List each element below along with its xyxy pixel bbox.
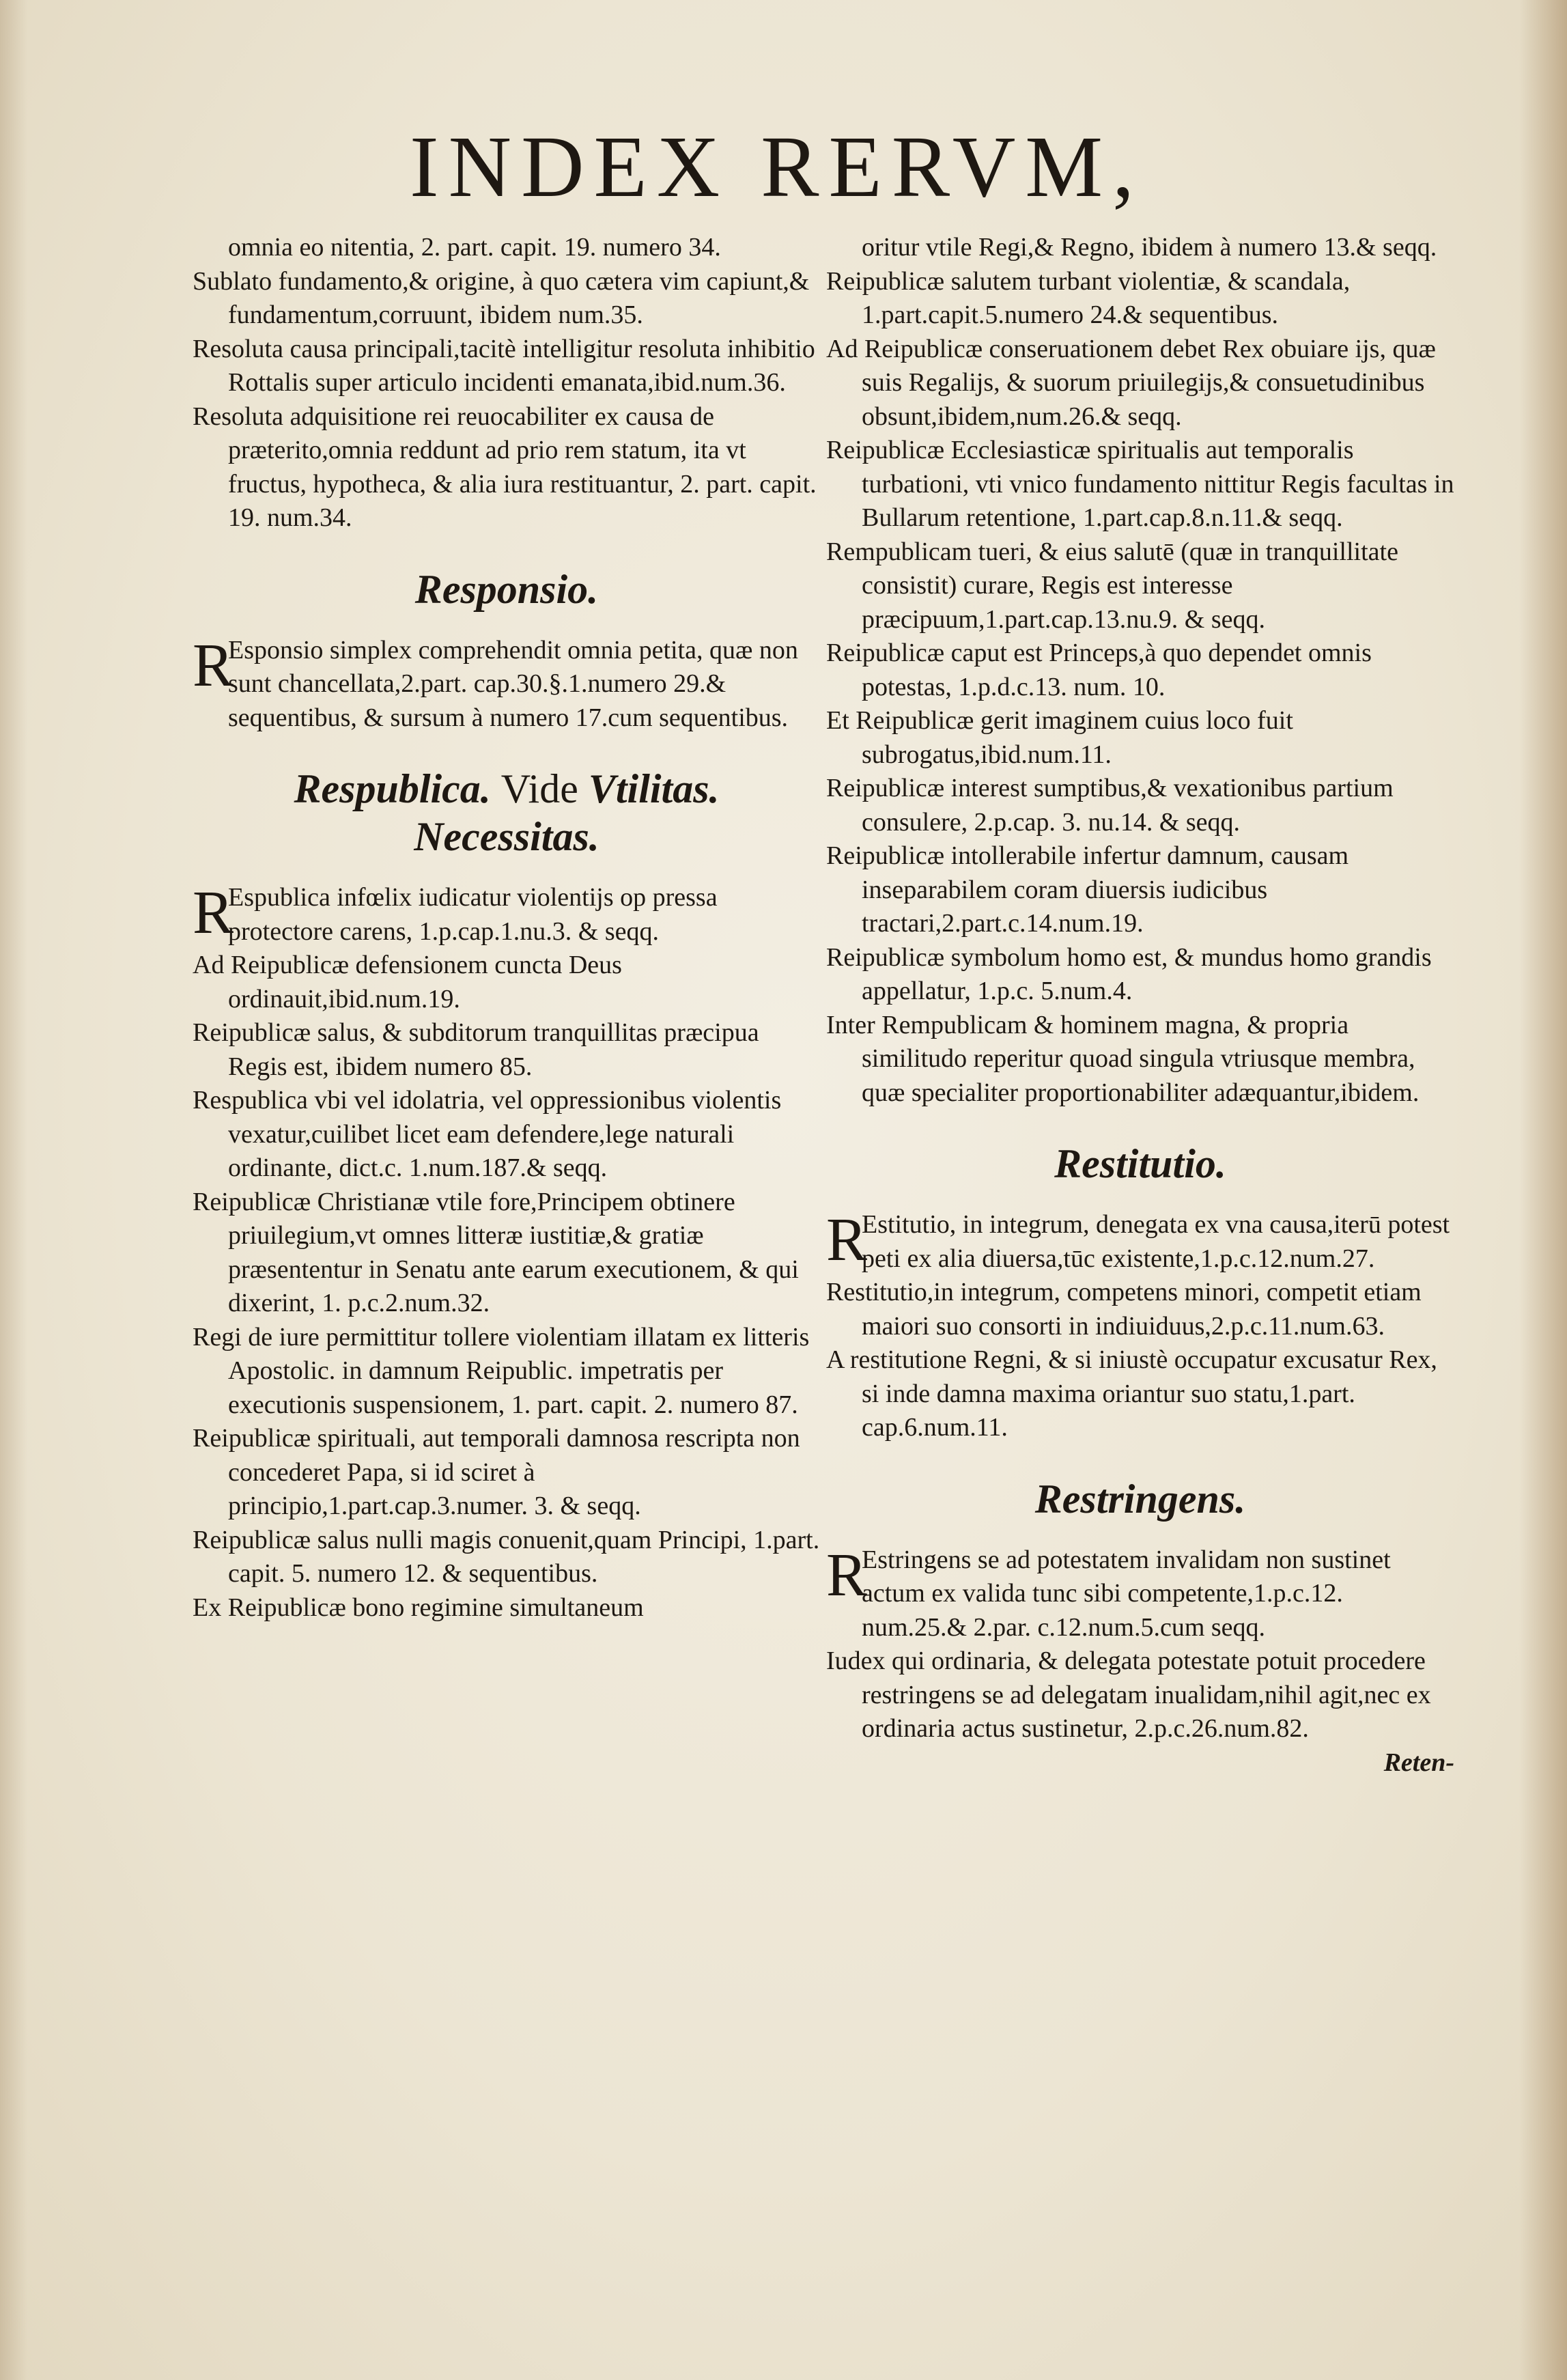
entry-text: Espublica infœlix iudicatur violentijs op pressa protectore carens, 1.p.cap.1.nu.3. & seqq. [228, 883, 718, 946]
page-edge-right-shadow [1519, 0, 1567, 2380]
index-entry: Ex Reipublicæ bono regimine simultaneum [193, 1593, 644, 1622]
index-entry: Iudex qui ordinaria, & delegata potestate potuit procedere restringens se ad delegatam inualidam,nihil agit,nec ex ordinaria actus sustinetur, 2.p.c.26.num.82. [826, 1647, 1431, 1743]
drop-cap: R [193, 631, 234, 699]
catchword: Reten- [1383, 1748, 1454, 1777]
drop-cap: R [193, 879, 234, 947]
index-entry: Reipublicæ salus nulli magis conuenit,quam Principi, 1.part. capit. 5. numero 12. & sequentibus. [193, 1525, 820, 1588]
index-entry: Resoluta causa principali,tacitè intelligitur resoluta inhibitio Rottalis super articulo incidenti emanata,ibid.num.36. [193, 334, 815, 397]
page-edge-left-shadow [0, 0, 27, 2380]
index-entry: Sublato fundamento,& origine, à quo cætera vim capiunt,& fundamentum,corruunt, ibidem num.35. [193, 266, 810, 329]
index-entry-first [826, 1543, 1454, 1645]
entry-text: Estitutio, in integrum, denegata ex vna causa,iterū potest peti ex alia diuersa,tūc existente,1.p.c.12.num.27. [862, 1210, 1450, 1273]
section-heading-restitutio: Restitutio. [1054, 1141, 1226, 1186]
heading-word: Vide [500, 766, 578, 811]
index-entry: Et Reipublicæ gerit imaginem cuius loco fuit subrogatus,ibid.num.11. [826, 706, 1293, 769]
heading-word: Vtilitas. [588, 766, 720, 811]
index-entry: Ad Reipublicæ conseruationem debet Rex obuiare ijs, quæ suis Regalijs, & suorum priuilegijs,& consuetudinibus obsunt,ibidem,num.26.& seqq. [826, 334, 1436, 431]
running-head: INDEX RERVM, [410, 118, 1144, 215]
index-entry: Resoluta adquisitione rei reuocabiliter ex causa de præterito,omnia reddunt ad prio rem statum, ita vt fructus, hypotheca, & alia iura restituantur, 2. part. capit. 19. num.34. [193, 402, 817, 532]
index-entry: Reipublicæ spirituali, aut temporali damnosa rescripta non concederet Papa, si id sciret à principio,1.part.cap.3.numer. 3. & seqq. [193, 1424, 800, 1520]
index-entry: Reipublicæ Ecclesiasticæ spiritualis aut temporalis turbationi, vti vnico fundamento nittitur Regis facultas in Bullarum retentione, 1.part.cap.8.n.11.& seqq. [826, 436, 1454, 532]
index-entry: Ad Reipublicæ defensionem cuncta Deus ordinauit,ibid.num.19. [193, 951, 622, 1013]
heading-word: Necessitas. [414, 814, 599, 859]
index-entry: A restitutione Regni, & si iniustè occupatur excusatur Rex, si inde damna maxima oriantur suo statu,1.part. cap.6.num.11. [826, 1345, 1437, 1442]
entry-text: Estringens se ad potestatem invalidam non sustinet actum ex valida tunc sibi competente,1.p.c.12. num.25.& 2.par. c.12.num.5.cum seqq. [862, 1545, 1391, 1642]
index-entry: Rempublicam tueri, & eius salutē (quæ in tranquillitate consistit) curare, Regis est interesse præcipuum,1.part.cap.13.nu.9. & seqq. [826, 537, 1398, 634]
index-entry-first [193, 631, 821, 736]
index-entry: Respublica vbi vel idolatria, vel oppressionibus violentis vexatur,cuilibet licet eam defendere,lege naturali ordinante, dict.c. 1.num.187.& seqq. [193, 1086, 782, 1182]
index-entry: Reipublicæ salutem turbant violentiæ, & scandala, 1.part.capit.5.numero 24.& sequentibus. [826, 266, 1351, 329]
section-heading-restringens: Restringens. [1034, 1476, 1246, 1522]
index-entry: Reipublicæ caput est Princeps,à quo dependet omnis potestas, 1.p.d.c.13. num. 10. [826, 639, 1372, 701]
index-entry: Inter Rempublicam & hominem magna, & propria similitudo reperitur quoad singula vtriusque membra, quæ specialiter proportionabiliter adæquantur,ibidem. [826, 1010, 1420, 1107]
section-heading-respublica [193, 765, 821, 860]
heading-word: Respublica. [294, 766, 491, 811]
index-entry: Reipublicæ interest sumptibus,& vexationibus partium consulere, 2.p.cap. 3. nu.14. & seqq. [826, 774, 1394, 837]
index-entry: omnia eo nitentia, 2. part. capit. 19. numero 34. [228, 233, 721, 262]
index-entry: Restitutio,in integrum, competens minori, competit etiam maiori suo consorti in indiuiduus,2.p.c.11.num.63. [826, 1278, 1422, 1341]
index-entry: Reipublicæ Christianæ vtile fore,Principem obtinere priuilegium,vt omnes litteræ iustitiæ,& gratiæ præsententur in Senatu ante earum executionem, & qui dixerint, 1. p.c.2.num.32. [193, 1187, 799, 1317]
index-entry: Reipublicæ salus, & subditorum tranquillitas præcipua Regis est, ibidem numero 85. [193, 1018, 759, 1081]
drop-cap: R [826, 1206, 868, 1274]
index-entry: oritur vtile Regi,& Regno, ibidem à numero 13.& seqq. [862, 233, 1437, 262]
right-column [826, 231, 1454, 1780]
index-entry-first [826, 1208, 1454, 1276]
section-heading-responsio: Responsio. [414, 566, 599, 612]
index-entry: Reipublicæ intollerabile infertur damnum, causam inseparabilem coram diuersis iudicibus tractari,2.part.c.14.num.19. [826, 841, 1349, 938]
index-entry: Reipublicæ symbolum homo est, & mundus homo grandis appellatur, 1.p.c. 5.num.4. [826, 942, 1432, 1005]
left-column [193, 231, 821, 1625]
drop-cap: R [826, 1541, 868, 1609]
index-entry: Regi de iure permittitur tollere violentiam illatam ex litteris Apostolic. in damnum Reipublic. impetratis per executionis suspensionem, 1. part. capit. 2. numero 87. [193, 1322, 810, 1419]
index-entry-first [193, 881, 821, 949]
entry-text: Esponsio simplex comprehendit omnia petita, quæ non sunt chancellata,2.part. cap.30.§.1.numero 29.& sequentibus, & sursum à numero 17.cum sequentibus. [228, 635, 798, 732]
